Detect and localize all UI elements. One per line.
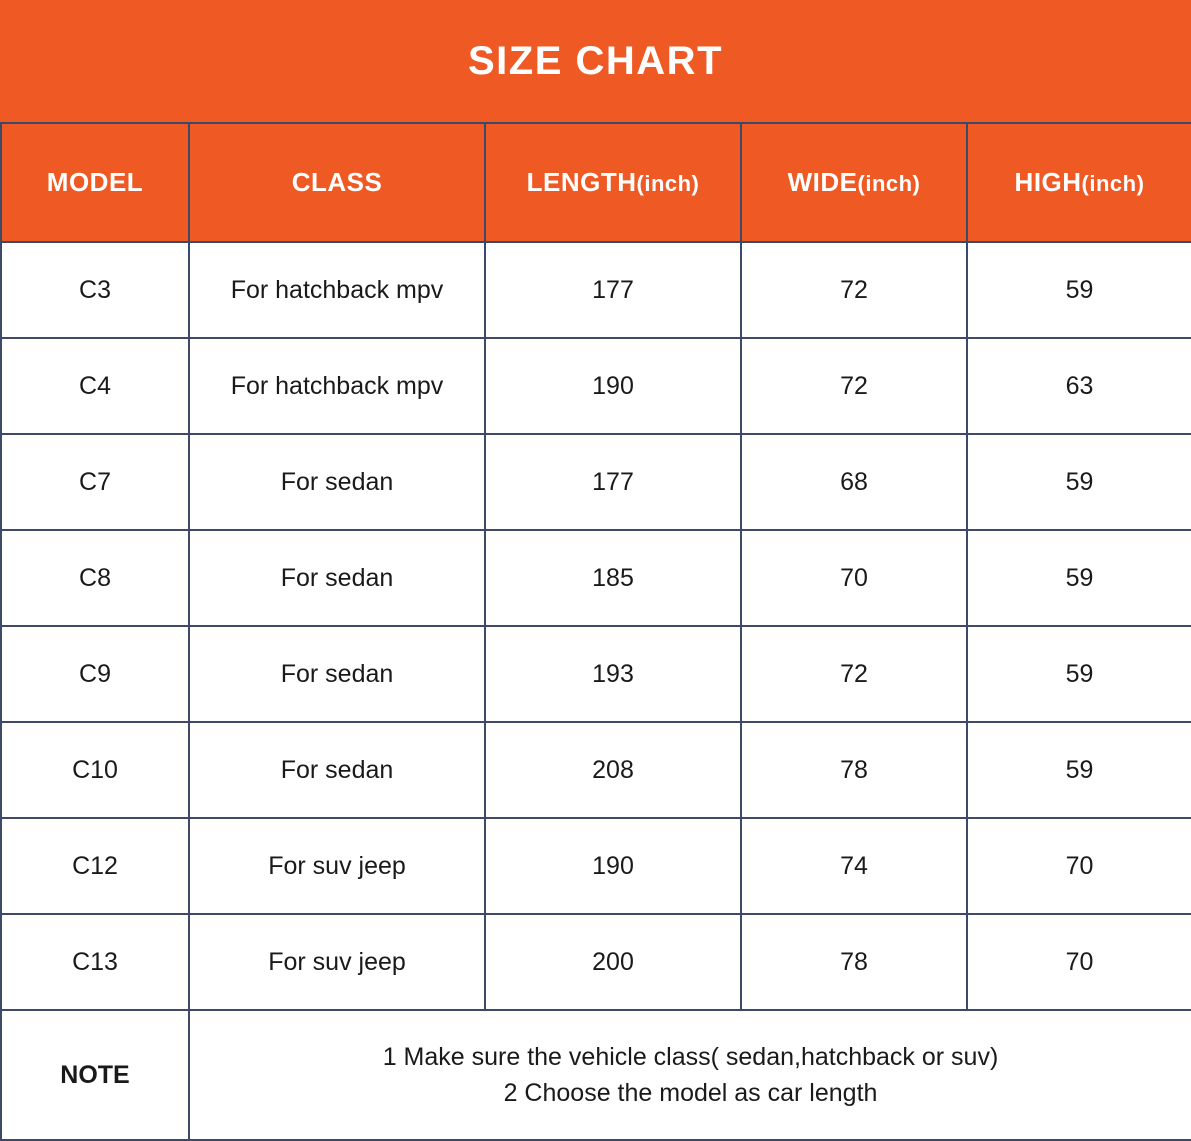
cell-high: 70: [967, 818, 1191, 914]
note-row: [1, 1010, 1191, 1140]
cell-class: For hatchback mpv: [189, 338, 485, 434]
table-row: [1, 722, 1191, 818]
table-row: [1, 626, 1191, 722]
cell-high: 59: [967, 434, 1191, 530]
cell-model: C9: [1, 626, 189, 722]
cell-high: 59: [967, 626, 1191, 722]
page-title: SIZE CHART: [468, 38, 723, 83]
table-row: [1, 434, 1191, 530]
column-header-model: [1, 123, 189, 242]
cell-high: 59: [967, 242, 1191, 338]
cell-class: For suv jeep: [189, 818, 485, 914]
cell-model: C7: [1, 434, 189, 530]
cell-high: 59: [967, 530, 1191, 626]
column-header-high: [967, 123, 1191, 242]
cell-length: 208: [485, 722, 741, 818]
column-header-length: [485, 123, 741, 242]
table-row: [1, 242, 1191, 338]
cell-length: 177: [485, 434, 741, 530]
table-header-row: [1, 123, 1191, 242]
cell-high: 63: [967, 338, 1191, 434]
column-header-wide-label: WIDE: [787, 167, 858, 197]
cell-wide: 74: [741, 818, 967, 914]
cell-high: 59: [967, 722, 1191, 818]
cell-wide: 70: [741, 530, 967, 626]
note-line-2: 2 Choose the model as car length: [503, 1079, 878, 1107]
cell-class: For sedan: [189, 626, 485, 722]
table-row: [1, 338, 1191, 434]
cell-wide: 78: [741, 914, 967, 1010]
cell-class: For hatchback mpv: [189, 242, 485, 338]
note-text: [189, 1010, 1191, 1140]
cell-length: 185: [485, 530, 741, 626]
cell-model: C13: [1, 914, 189, 1010]
column-header-length-label: LENGTH: [526, 167, 637, 197]
table-row: [1, 530, 1191, 626]
note-line-1: 1 Make sure the vehicle class( sedan,hatchback or suv): [382, 1042, 999, 1071]
column-header-class-label: CLASS: [291, 167, 383, 197]
column-header-length-unit: (inch): [636, 171, 700, 196]
cell-model: C10: [1, 722, 189, 818]
cell-length: 190: [485, 338, 741, 434]
table-row: [1, 818, 1191, 914]
column-header-wide-unit: (inch): [857, 171, 921, 196]
cell-class: For sedan: [189, 722, 485, 818]
cell-wide: 78: [741, 722, 967, 818]
column-header-high-label: HIGH: [1014, 167, 1082, 197]
cell-model: C4: [1, 338, 189, 434]
size-table: [0, 122, 1191, 1141]
cell-high: 70: [967, 914, 1191, 1010]
column-header-class: [189, 123, 485, 242]
column-header-wide: [741, 123, 967, 242]
cell-length: 190: [485, 818, 741, 914]
cell-wide: 68: [741, 434, 967, 530]
cell-class: For sedan: [189, 530, 485, 626]
column-header-high-unit: (inch): [1081, 171, 1145, 196]
cell-class: For suv jeep: [189, 914, 485, 1010]
cell-model: C3: [1, 242, 189, 338]
cell-wide: 72: [741, 626, 967, 722]
note-label: NOTE: [1, 1010, 189, 1140]
column-header-model-label: MODEL: [46, 167, 144, 197]
cell-wide: 72: [741, 242, 967, 338]
cell-model: C8: [1, 530, 189, 626]
cell-length: 177: [485, 242, 741, 338]
cell-model: C12: [1, 818, 189, 914]
title-banner: [0, 0, 1191, 122]
cell-wide: 72: [741, 338, 967, 434]
table-row: [1, 914, 1191, 1010]
cell-length: 200: [485, 914, 741, 1010]
cell-class: For sedan: [189, 434, 485, 530]
cell-length: 193: [485, 626, 741, 722]
